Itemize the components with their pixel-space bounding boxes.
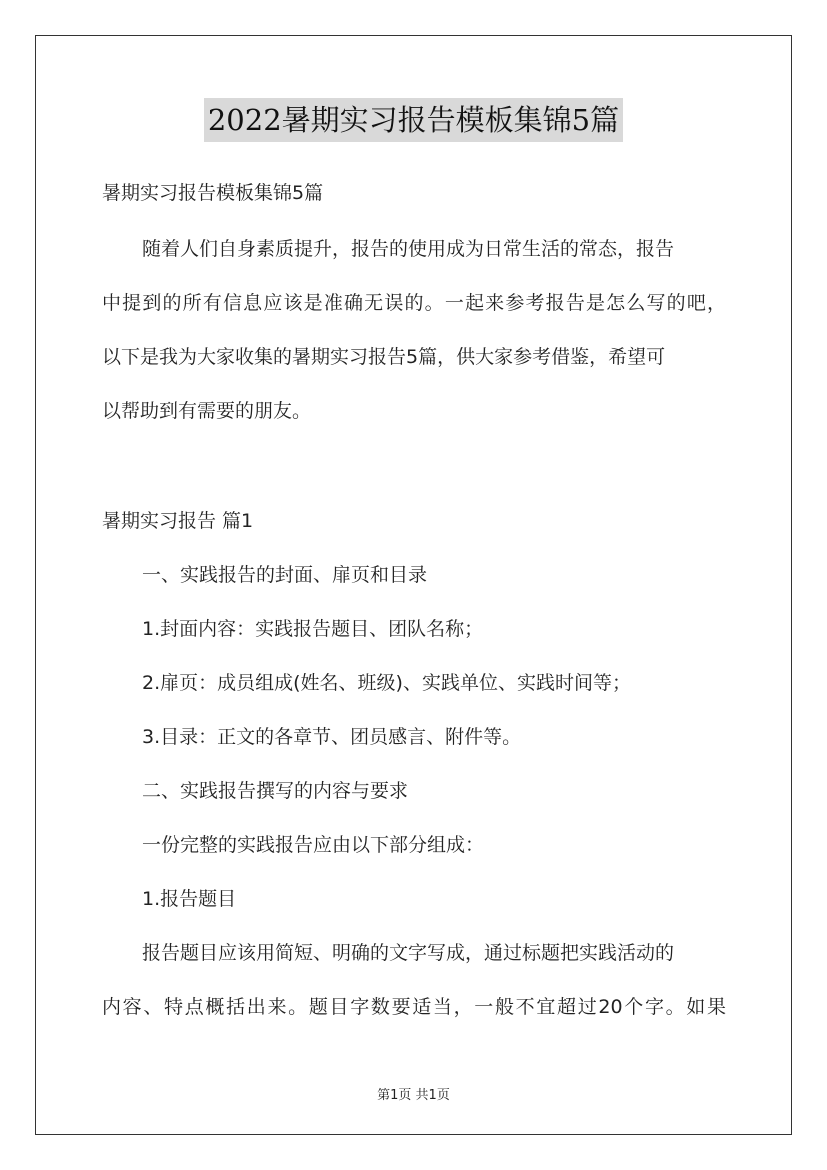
paragraph-line: 1.封面内容：实践报告题目、团队名称； (142, 618, 484, 640)
paragraph-line: 内容、特点概括出来。题目字数要适当，一般不宜超过20个字。如果 (102, 996, 726, 1018)
paragraph-line: 以下是我为大家收集的暑期实习报告5篇，供大家参考借鉴，希望可 (102, 346, 666, 368)
page-footer: 第1页 共1页 (377, 1088, 450, 1103)
paragraph-line: 中提到的所有信息应该是准确无误的。一起来参考报告是怎么写的吧， (102, 292, 726, 314)
paragraph-line: 一份完整的实践报告应由以下部分组成： (142, 834, 485, 856)
paragraph-line: 二、实践报告撰写的内容与要求 (142, 780, 409, 802)
document-title: 2022暑期实习报告模板集锦5篇 (204, 98, 623, 142)
paragraph-line: 一、实践报告的封面、扉页和目录 (142, 564, 428, 586)
paragraph-line: 3.目录：正文的各章节、团员感言、附件等。 (142, 726, 522, 748)
paragraph-line: 以帮助到有需要的朋友。 (102, 400, 312, 422)
paragraph-line: 1.报告题目 (142, 888, 237, 910)
section-heading: 暑期实习报告 篇1 (102, 510, 254, 532)
paragraph-line: 报告题目应该用简短、明确的文字写成，通过标题把实践活动的 (142, 942, 675, 964)
paragraph-line: 随着人们自身素质提升，报告的使用成为日常生活的常态，报告 (142, 238, 675, 260)
title-container (0, 98, 827, 142)
paragraph-line: 2.扉页：成员组成(姓名、班级)、实践单位、实践时间等； (142, 672, 631, 694)
subtitle-line: 暑期实习报告模板集锦5篇 (102, 182, 324, 204)
